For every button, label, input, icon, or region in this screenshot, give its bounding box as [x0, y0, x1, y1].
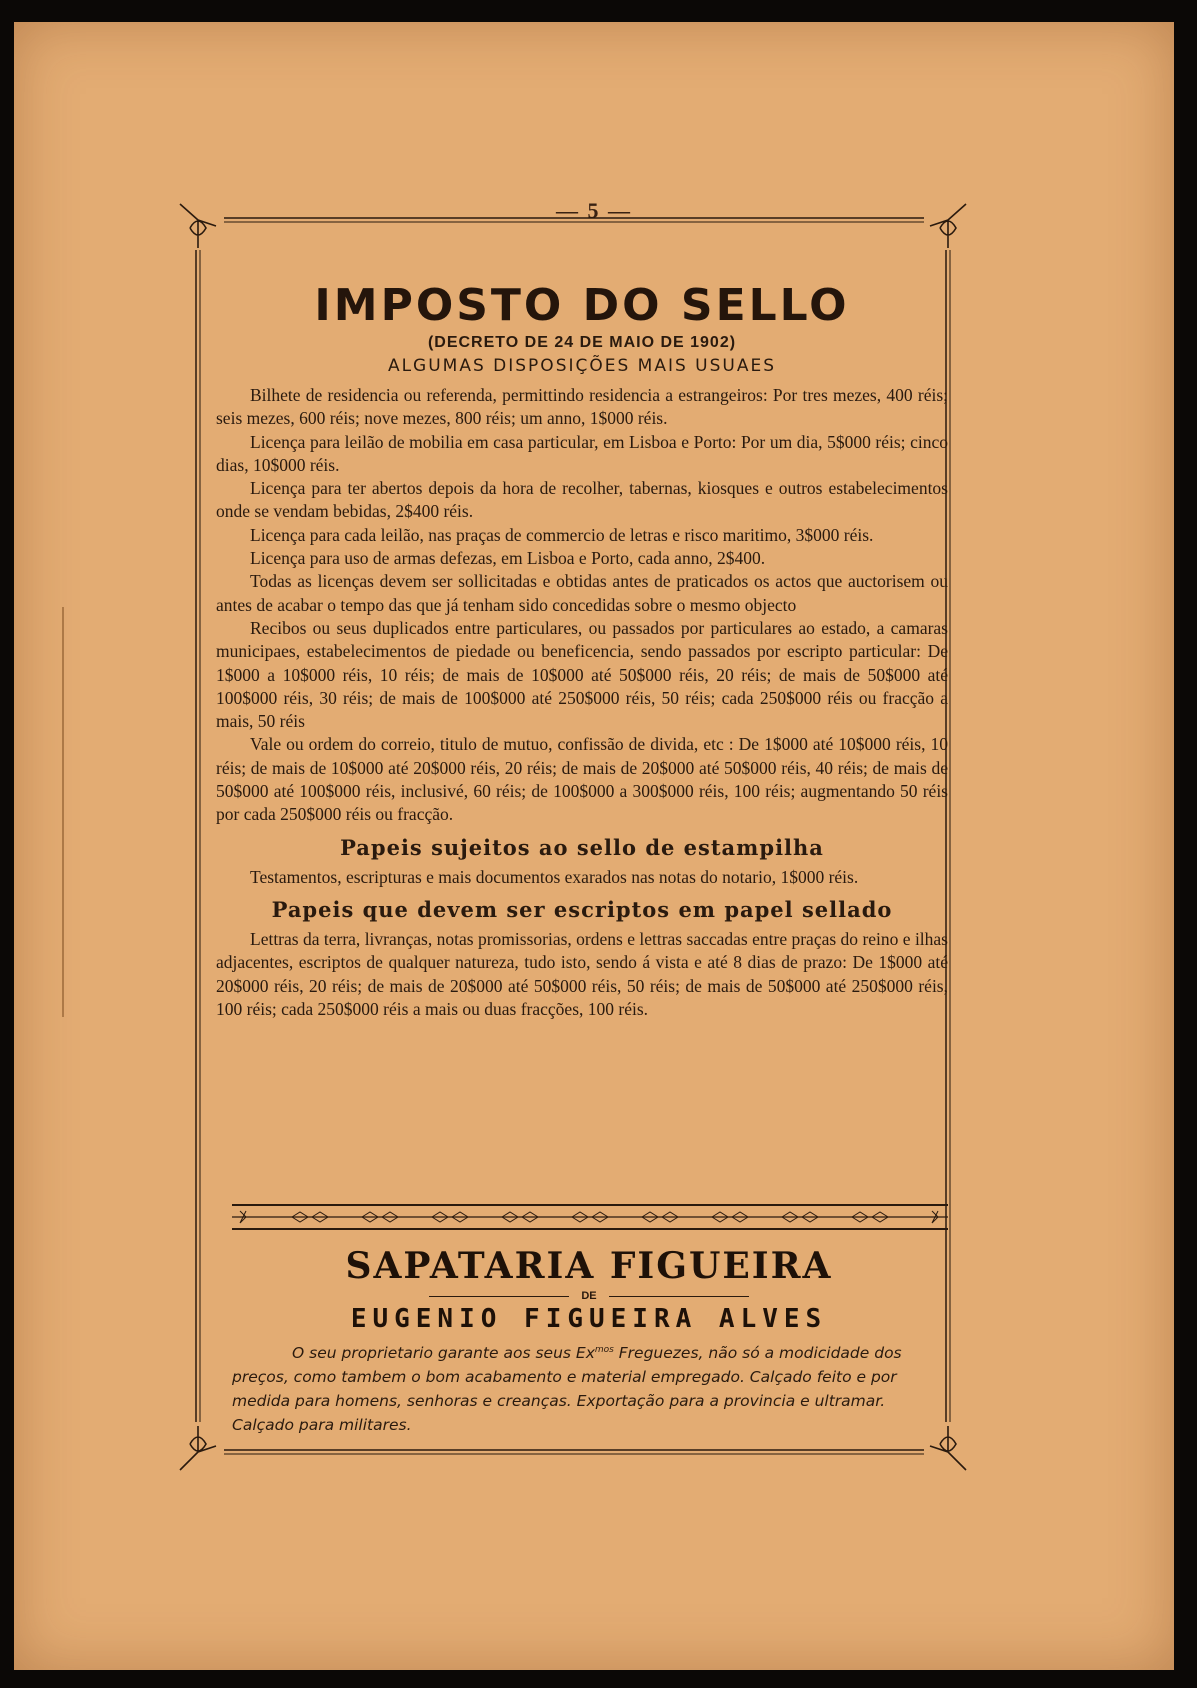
rule-right	[609, 1296, 749, 1297]
paragraph-residencia: Bilhete de residencia ou referenda, permittindo residencia a estrangeiros: Por tres mezes, 400 réis; seis mezes, 600 réis; nove mezes, 800 réis; um anno, 1$000 réis.	[216, 385, 948, 429]
decorative-separator	[232, 1202, 948, 1232]
paragraph-recibos: Recibos ou seus duplicados entre particulares, ou passados por particulares ao estado, a camaras municipaes, estabelecimentos de piedade ou beneficencia, sendo passados por escripto particular: De 1$000 a 10$000 réis, 10 réis; de mais de 10$000 até 50$000 réis, 20 réis; de mais de 50$000 até 100$000 réis, 30 réis; de mais de 100$000 até 250$000 réis, 50 réis; cada 250$000 réis ou fracção a mais, 50 réis	[216, 617, 948, 732]
advert-owner: EUGENIO FIGUEIRA ALVES	[350, 1304, 828, 1334]
heading-estampilha: Papeis sujeitos ao sello de estampilha	[340, 834, 824, 860]
decree-reference: (DECRETO DE 24 DE MAIO DE 1902)	[427, 334, 737, 351]
tax-notice	[216, 280, 948, 1021]
paragraph-armas: Licença para uso de armas defezas, em Lisboa e Porto, cada anno, 2$400.	[250, 548, 766, 569]
document-page	[14, 22, 1174, 1670]
advert-text-end: Freguezes, não só a modicidade dos preços, como tambem o bom acabamento e material empregado. Calçado feito e por medida para homens, senhoras e creanças. Exportação para a provincia e ultramar. Calçado para militares.	[232, 1344, 902, 1435]
advert-text	[224, 1338, 954, 1437]
paragraph-leilao-pracas: Licença para cada leilão, nas praças de commercio de letras e risco maritimo, 3$000 réis.	[250, 524, 874, 545]
advert-text-start: O seu proprietario garante aos seus Ex	[292, 1344, 595, 1363]
page-number: — 5 —	[556, 198, 632, 223]
advert-shop-name: SAPATARIA FIGUEIRA	[345, 1245, 833, 1287]
paragraph-vale: Vale ou ordem do correio, titulo de mutuo, confissão de divida, etc : De 1$000 até 10$000 réis, 10 réis; de mais de 10$000 até 20$000 réis, 20 réis; de mais de 20$000 até 50$000 réis, 40 réis; de mais de 50$000 até 100$000 réis, inclusivé, 60 réis; de 100$000 a 300$000 réis, 100 réis; augmentando 50 réis por cada 250$000 réis ou fracção.	[216, 734, 948, 825]
shoe-shop-advert	[224, 1244, 954, 1437]
advert-text-superscript: mos	[594, 1345, 614, 1355]
rule-left	[429, 1296, 569, 1297]
advert-de-row	[224, 1290, 954, 1302]
paragraph-tabernas: Licença para ter abertos depois da hora de recolher, tabernas, kiosques e outros estabelecimentos onde se vendam bebidas, 2$400 réis.	[216, 478, 948, 522]
notice-subtitle: ALGUMAS DISPOSIÇÕES MAIS USUAES	[387, 356, 777, 376]
paragraph-licencas: Todas as licenças devem ser sollicitadas e obtidas antes de praticados os actos que auctorisem ou antes de acabar o tempo das que já tenham sido concedidas sobre o mesmo objecto	[216, 571, 948, 615]
paragraph-testamentos: Testamentos, escripturas e mais documentos exarados nas notas do notario, 1$000 réis.	[250, 866, 859, 887]
paragraph-lettras: Lettras da terra, livranças, notas promissorias, ordens e lettras saccadas entre praças do reino e ilhas adjacentes, escriptos de qualquer natureza, tudo isto, sendo á vista e até 8 dias de prazo: De 1$000 até 20$000 réis, 20 réis; de mais de 20$000 até 50$000 réis, 50 réis; de mais de 50$000 até 250$000 réis, 100 réis; cada 250$000 réis a mais ou duas fracções, 100 réis.	[216, 928, 948, 1019]
notice-title: IMPOSTO DO SELLO	[314, 280, 850, 331]
heading-papel-sellado: Papeis que devem ser escriptos em papel sellado	[271, 896, 893, 922]
advert-de: DE	[581, 1290, 597, 1302]
paragraph-leilao-mobilia: Licença para leilão de mobilia em casa particular, em Lisboa e Porto: Por um dia, 5$000 réis; cinco dias, 10$000 réis.	[216, 431, 948, 475]
